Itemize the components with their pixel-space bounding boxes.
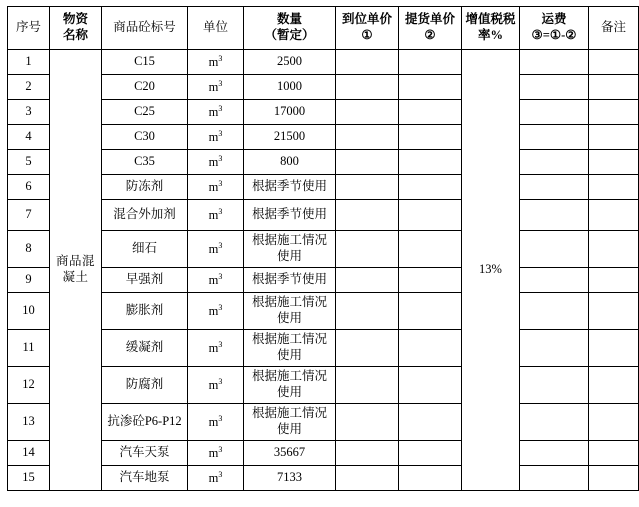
cell-model: C25 bbox=[102, 100, 188, 125]
cell-seq: 5 bbox=[8, 150, 50, 175]
table-row bbox=[8, 75, 639, 100]
header-seq-label: 序号 bbox=[15, 20, 41, 35]
unit-exponent: 3 bbox=[218, 413, 223, 423]
cell-quantity: 根据施工情况使用 bbox=[244, 404, 336, 441]
header-pickup-price bbox=[399, 7, 462, 50]
cell-remark bbox=[589, 100, 639, 125]
unit-text: m bbox=[208, 154, 219, 169]
cell-seq: 6 bbox=[8, 175, 50, 200]
unit-text: m bbox=[208, 179, 219, 194]
cell-freight bbox=[520, 150, 589, 175]
cell-quantity: 21500 bbox=[244, 125, 336, 150]
cell-pickup-price bbox=[399, 75, 462, 100]
cell-pickup-price bbox=[399, 268, 462, 293]
cell-remark bbox=[589, 150, 639, 175]
cell-unit bbox=[188, 175, 244, 200]
cell-remark bbox=[589, 441, 639, 466]
cell-delivered-price bbox=[336, 268, 399, 293]
cell-model: 膨胀剂 bbox=[102, 293, 188, 330]
cell-quantity: 35667 bbox=[244, 441, 336, 466]
cell-delivered-price bbox=[336, 150, 399, 175]
table-body bbox=[8, 50, 639, 491]
cell-model: C20 bbox=[102, 75, 188, 100]
header-material-name-line2: 名称 bbox=[62, 28, 88, 42]
cell-quantity: 2500 bbox=[244, 50, 336, 75]
header-delivered-price-line1: 到位单价 bbox=[341, 12, 392, 27]
cell-quantity: 7133 bbox=[244, 466, 336, 491]
cell-freight bbox=[520, 175, 589, 200]
cell-unit bbox=[188, 330, 244, 367]
cell-quantity: 根据施工情况使用 bbox=[244, 367, 336, 404]
cell-pickup-price bbox=[399, 404, 462, 441]
cell-unit bbox=[188, 125, 244, 150]
unit-text: m bbox=[208, 445, 219, 460]
table-header bbox=[8, 7, 639, 50]
cell-delivered-price bbox=[336, 367, 399, 404]
cell-seq: 2 bbox=[8, 75, 50, 100]
cell-seq: 15 bbox=[8, 466, 50, 491]
unit-text: m bbox=[208, 470, 219, 485]
table-row bbox=[8, 466, 639, 491]
cell-quantity: 根据施工情况使用 bbox=[244, 330, 336, 367]
header-remark bbox=[589, 7, 639, 50]
header-model bbox=[102, 7, 188, 50]
unit-exponent: 3 bbox=[218, 240, 223, 250]
concrete-price-table bbox=[7, 6, 639, 491]
cell-delivered-price bbox=[336, 330, 399, 367]
cell-remark bbox=[589, 293, 639, 330]
cell-quantity: 17000 bbox=[244, 100, 336, 125]
cell-model: C15 bbox=[102, 50, 188, 75]
cell-quantity: 1000 bbox=[244, 75, 336, 100]
cell-pickup-price bbox=[399, 125, 462, 150]
cell-seq: 3 bbox=[8, 100, 50, 125]
table-row bbox=[8, 441, 639, 466]
cell-remark bbox=[589, 231, 639, 268]
cell-freight bbox=[520, 404, 589, 441]
cell-freight bbox=[520, 441, 589, 466]
cell-model: C35 bbox=[102, 150, 188, 175]
unit-exponent: 3 bbox=[218, 153, 223, 163]
cell-delivered-price bbox=[336, 175, 399, 200]
cell-unit bbox=[188, 231, 244, 268]
header-delivered-price-line2: ① bbox=[361, 28, 373, 42]
unit-exponent: 3 bbox=[218, 302, 223, 312]
cell-freight bbox=[520, 50, 589, 75]
cell-pickup-price bbox=[399, 200, 462, 231]
unit-exponent: 3 bbox=[218, 271, 223, 281]
cell-unit bbox=[188, 367, 244, 404]
cell-pickup-price bbox=[399, 150, 462, 175]
cell-model: 防冻剂 bbox=[102, 175, 188, 200]
unit-text: m bbox=[208, 129, 219, 144]
unit-exponent: 3 bbox=[218, 103, 223, 113]
cell-delivered-price bbox=[336, 231, 399, 268]
cell-seq: 11 bbox=[8, 330, 50, 367]
table-row bbox=[8, 100, 639, 125]
cell-seq: 7 bbox=[8, 200, 50, 231]
cell-model: 缓凝剂 bbox=[102, 330, 188, 367]
header-quantity-line2: （暂定） bbox=[264, 28, 315, 42]
table-row bbox=[8, 150, 639, 175]
table-row bbox=[8, 330, 639, 367]
cell-unit bbox=[188, 50, 244, 75]
cell-model: 汽车天泵 bbox=[102, 441, 188, 466]
cell-pickup-price bbox=[399, 330, 462, 367]
cell-unit bbox=[188, 200, 244, 231]
table-row bbox=[8, 268, 639, 293]
cell-seq: 10 bbox=[8, 293, 50, 330]
cell-seq: 12 bbox=[8, 367, 50, 404]
cell-remark bbox=[589, 367, 639, 404]
cell-quantity: 根据施工情况使用 bbox=[244, 231, 336, 268]
cell-unit bbox=[188, 404, 244, 441]
cell-unit bbox=[188, 441, 244, 466]
cell-delivered-price bbox=[336, 75, 399, 100]
header-quantity bbox=[244, 7, 336, 50]
cell-freight bbox=[520, 125, 589, 150]
cell-quantity: 根据季节使用 bbox=[244, 268, 336, 293]
cell-unit bbox=[188, 75, 244, 100]
table-row bbox=[8, 125, 639, 150]
header-unit-label: 单位 bbox=[202, 20, 228, 35]
unit-text: m bbox=[208, 414, 219, 429]
unit-text: m bbox=[208, 79, 219, 94]
cell-freight bbox=[520, 367, 589, 404]
unit-exponent: 3 bbox=[218, 444, 223, 454]
table-row bbox=[8, 367, 639, 404]
unit-exponent: 3 bbox=[218, 78, 223, 88]
header-seq bbox=[8, 7, 50, 50]
unit-text: m bbox=[208, 241, 219, 256]
cell-delivered-price bbox=[336, 200, 399, 231]
cell-freight bbox=[520, 200, 589, 231]
cell-freight bbox=[520, 231, 589, 268]
cell-model: 早强剂 bbox=[102, 268, 188, 293]
header-material-name-line1: 物资 bbox=[62, 12, 88, 27]
cell-pickup-price bbox=[399, 441, 462, 466]
cell-remark bbox=[589, 50, 639, 75]
unit-text: m bbox=[208, 377, 219, 392]
table-row bbox=[8, 231, 639, 268]
header-quantity-line1: 数量 bbox=[276, 12, 302, 27]
cell-delivered-price bbox=[336, 50, 399, 75]
table-row bbox=[8, 404, 639, 441]
unit-exponent: 3 bbox=[218, 206, 223, 216]
cell-quantity: 根据季节使用 bbox=[244, 200, 336, 231]
header-pickup-price-line1: 提货单价 bbox=[404, 12, 455, 27]
cell-unit bbox=[188, 150, 244, 175]
unit-exponent: 3 bbox=[218, 53, 223, 63]
cell-material-name bbox=[50, 50, 102, 491]
unit-exponent: 3 bbox=[218, 339, 223, 349]
cell-delivered-price bbox=[336, 100, 399, 125]
cell-remark bbox=[589, 125, 639, 150]
cell-model: 防腐剂 bbox=[102, 367, 188, 404]
header-freight-line2: ③=①-② bbox=[531, 28, 577, 42]
cell-delivered-price bbox=[336, 125, 399, 150]
cell-model: C30 bbox=[102, 125, 188, 150]
cell-remark bbox=[589, 404, 639, 441]
cell-unit bbox=[188, 293, 244, 330]
cell-remark bbox=[589, 268, 639, 293]
cell-delivered-price bbox=[336, 466, 399, 491]
cell-pickup-price bbox=[399, 466, 462, 491]
cell-pickup-price bbox=[399, 50, 462, 75]
unit-exponent: 3 bbox=[218, 128, 223, 138]
cell-seq: 1 bbox=[8, 50, 50, 75]
cell-remark bbox=[589, 75, 639, 100]
table-row bbox=[8, 293, 639, 330]
cell-seq: 13 bbox=[8, 404, 50, 441]
cell-freight bbox=[520, 268, 589, 293]
cell-quantity: 根据季节使用 bbox=[244, 175, 336, 200]
cell-pickup-price bbox=[399, 100, 462, 125]
cell-unit bbox=[188, 100, 244, 125]
cell-tax-rate: 13% bbox=[462, 50, 520, 491]
cell-remark bbox=[589, 200, 639, 231]
table-row bbox=[8, 200, 639, 231]
header-model-label: 商品砼标号 bbox=[113, 20, 176, 35]
cell-seq: 14 bbox=[8, 441, 50, 466]
unit-text: m bbox=[208, 272, 219, 287]
cell-freight bbox=[520, 100, 589, 125]
header-pickup-price-line2: ② bbox=[424, 28, 436, 42]
unit-text: m bbox=[208, 207, 219, 222]
cell-model: 细石 bbox=[102, 231, 188, 268]
header-remark-label: 备注 bbox=[600, 20, 626, 35]
cell-remark bbox=[589, 330, 639, 367]
unit-exponent: 3 bbox=[218, 376, 223, 386]
unit-text: m bbox=[208, 104, 219, 119]
cell-model: 抗渗砼P6-P12 bbox=[102, 404, 188, 441]
cell-seq: 4 bbox=[8, 125, 50, 150]
cell-delivered-price bbox=[336, 404, 399, 441]
header-tax-rate-line2: 率% bbox=[477, 28, 503, 42]
unit-text: m bbox=[208, 54, 219, 69]
cell-delivered-price bbox=[336, 441, 399, 466]
material-name-text: 商品混凝土 bbox=[55, 254, 95, 284]
table-row bbox=[8, 50, 639, 75]
unit-exponent: 3 bbox=[218, 469, 223, 479]
cell-seq: 8 bbox=[8, 231, 50, 268]
table-row bbox=[8, 175, 639, 200]
cell-pickup-price bbox=[399, 367, 462, 404]
cell-quantity: 根据施工情况使用 bbox=[244, 293, 336, 330]
cell-freight bbox=[520, 466, 589, 491]
cell-unit bbox=[188, 268, 244, 293]
header-row bbox=[8, 7, 639, 50]
cell-model: 汽车地泵 bbox=[102, 466, 188, 491]
cell-remark bbox=[589, 175, 639, 200]
cell-pickup-price bbox=[399, 293, 462, 330]
cell-model: 混合外加剂 bbox=[102, 200, 188, 231]
header-freight-line1: 运费 bbox=[541, 12, 567, 27]
header-unit bbox=[188, 7, 244, 50]
header-material-name bbox=[50, 7, 102, 50]
cell-unit bbox=[188, 466, 244, 491]
cell-quantity: 800 bbox=[244, 150, 336, 175]
unit-text: m bbox=[208, 303, 219, 318]
cell-seq: 9 bbox=[8, 268, 50, 293]
header-tax-rate-line1: 增值税税 bbox=[465, 12, 516, 27]
header-freight bbox=[520, 7, 589, 50]
cell-freight bbox=[520, 293, 589, 330]
cell-remark bbox=[589, 466, 639, 491]
header-delivered-price bbox=[336, 7, 399, 50]
cell-pickup-price bbox=[399, 231, 462, 268]
unit-text: m bbox=[208, 340, 219, 355]
unit-exponent: 3 bbox=[218, 178, 223, 188]
cell-freight bbox=[520, 330, 589, 367]
header-tax-rate bbox=[462, 7, 520, 50]
cell-freight bbox=[520, 75, 589, 100]
cell-pickup-price bbox=[399, 175, 462, 200]
cell-delivered-price bbox=[336, 293, 399, 330]
